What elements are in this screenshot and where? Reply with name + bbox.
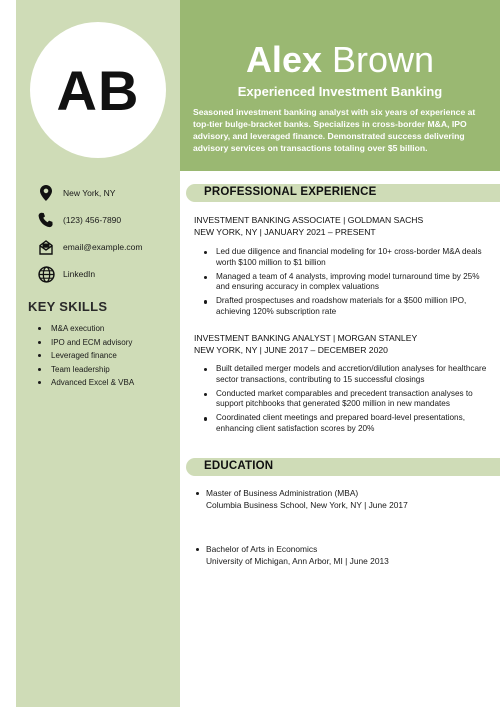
candidate-name <box>180 38 500 82</box>
skill-item: Leveraged finance <box>36 349 134 363</box>
school-detail: Columbia Business School, New York, NY | June 2017 <box>206 499 408 510</box>
skill-item: IPO and ECM advisory <box>36 336 134 350</box>
job-meta: NEW YORK, NY | JUNE 2017 – DECEMBER 2020 <box>194 345 388 355</box>
education-entry <box>196 488 496 511</box>
education-heading: EDUCATION <box>204 460 274 472</box>
job-bullet: Managed a team of 4 analysts, improving model turnaround time by 25% and ensuring accuracy in complex valuations <box>204 272 494 293</box>
experience-heading: PROFESSIONAL EXPERIENCE <box>204 186 377 198</box>
job-meta: NEW YORK, NY | JANUARY 2021 – PRESENT <box>194 227 376 237</box>
contact-location <box>37 184 116 202</box>
job-bullets <box>204 247 494 321</box>
avatar <box>30 22 166 158</box>
job-bullet: Coordinated client meetings and prepared board-level presentations, enhancing client satisfaction scores by 20% <box>204 413 494 434</box>
job-bullet: Conducted market comparables and precedent transaction analyses to support pitchbooks that generated $200 million in new mandates <box>204 389 494 410</box>
first-name: Alex <box>245 39 322 80</box>
job-bullet: Drafted prospectuses and roadshow materials for a $500 million IPO, achieving 120% subscription rate <box>204 296 494 317</box>
headline: Experienced Investment Banking <box>237 84 443 99</box>
education-entry <box>196 544 496 567</box>
globe-icon <box>37 265 55 283</box>
skills-heading: KEY SKILLS <box>28 299 108 314</box>
job-title: INVESTMENT BANKING ASSOCIATE | GOLDMAN SACHS <box>194 215 424 225</box>
map-pin-icon <box>37 184 55 202</box>
job-bullets <box>204 364 494 438</box>
email-text[interactable]: email@example.com <box>63 242 143 252</box>
contact-phone <box>37 211 122 229</box>
contact-linkedin <box>37 265 96 283</box>
linkedin-link[interactable]: LinkedIn <box>63 269 96 279</box>
skill-item: M&A execution <box>36 322 134 336</box>
job-bullet: Led due diligence and financial modeling for 10+ cross-border M&A deals worth $100 million to $1 billion <box>204 247 494 268</box>
envelope-icon <box>37 238 55 256</box>
contact-email <box>37 238 143 256</box>
school-detail: University of Michigan, Ann Arbor, MI | June 2013 <box>206 555 389 566</box>
location-text: New York, NY <box>63 188 116 198</box>
skills-list <box>36 322 134 390</box>
avatar-initials: AB <box>56 58 140 122</box>
phone-icon <box>37 211 55 229</box>
last-name: Brown <box>332 39 435 80</box>
degree: Bachelor of Arts in Economics <box>206 544 318 554</box>
bullet-dot <box>196 492 199 495</box>
phone-text[interactable]: (123) 456-7890 <box>63 215 122 225</box>
summary-paragraph: Seasoned investment banking analyst with six years of experience at top-tier bulge-bracket banks. Specializes in cross-border M&A, IPO advisory, and leveraged finance. Demonstrated success delivering advisory services on transactions totaling over $5 billion. <box>193 107 476 153</box>
bullet-dot <box>196 548 199 551</box>
degree: Master of Business Administration (MBA) <box>206 488 359 498</box>
job-title: INVESTMENT BANKING ANALYST | MORGAN STANLEY <box>194 333 418 343</box>
job-bullet: Built detailed merger models and accretion/dilution analyses for healthcare sector transactions, contributing to 15 successful closings <box>204 364 494 385</box>
skill-item: Team leadership <box>36 363 134 377</box>
skill-item: Advanced Excel & VBA <box>36 376 134 390</box>
